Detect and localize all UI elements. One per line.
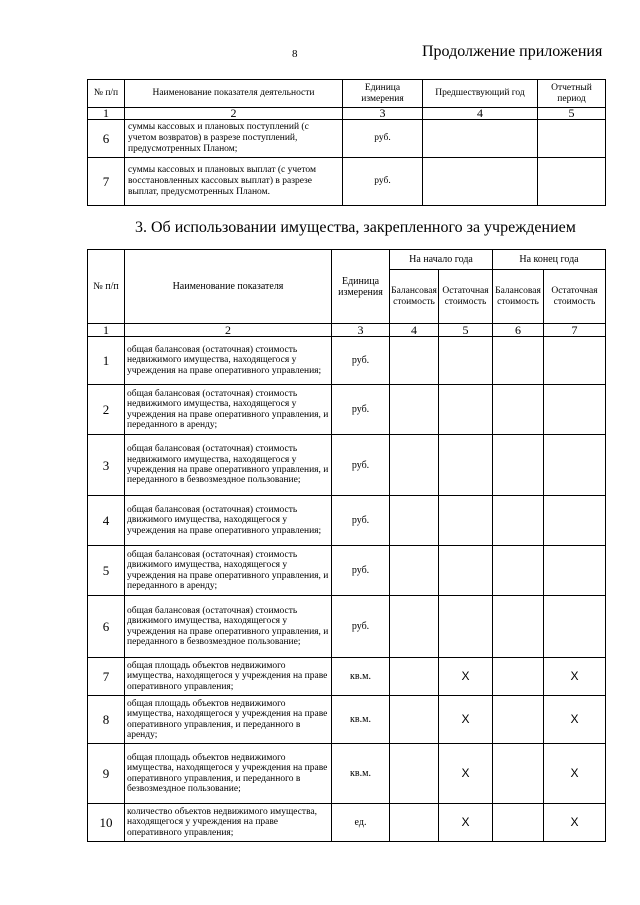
table-row xyxy=(88,337,606,385)
value-cell xyxy=(439,385,493,435)
value-cell xyxy=(493,744,544,804)
row-number: 7 xyxy=(88,658,125,696)
value-cell xyxy=(439,496,493,546)
value-cell xyxy=(544,435,606,496)
value-cell xyxy=(493,546,544,596)
row-unit: руб. xyxy=(332,385,390,435)
value-cell xyxy=(390,337,439,385)
table-header-row xyxy=(88,250,606,270)
row-number: 9 xyxy=(88,744,125,804)
header-no: № п/п xyxy=(88,250,125,324)
row-name: общая балансовая (остаточная) стоимость движимого имущества, находящегося у учреждения на праве оперативного управления; xyxy=(125,496,332,546)
table-row xyxy=(88,120,606,158)
index-cell: 2 xyxy=(125,108,343,120)
row-number: 4 xyxy=(88,496,125,546)
row-unit: кв.м. xyxy=(332,744,390,804)
table-row xyxy=(88,658,606,696)
row-number: 10 xyxy=(88,804,125,842)
index-cell: 7 xyxy=(544,324,606,337)
value-cell xyxy=(493,696,544,744)
row-name: общая балансовая (остаточная) стоимость недвижимого имущества, находящегося у учреждения на праве оперативного управления, и переданного в безвозмездное пользование; xyxy=(125,435,332,496)
value-cell xyxy=(439,596,493,658)
row-unit: руб. xyxy=(332,546,390,596)
table-row xyxy=(88,744,606,804)
table-row xyxy=(88,696,606,744)
row-unit: ед. xyxy=(332,804,390,842)
header-end-book-value: Балансовая стоимость xyxy=(493,270,544,324)
value-cell xyxy=(390,546,439,596)
value-cell xyxy=(423,158,538,206)
row-name: общая площадь объектов недвижимого имущества, находящегося у учреждения на праве оперативного управления, и переданного в аренду; xyxy=(125,696,332,744)
value-cell: X xyxy=(544,658,606,696)
row-number: 6 xyxy=(88,120,125,158)
value-cell xyxy=(493,804,544,842)
value-cell xyxy=(390,804,439,842)
header-unit: Единица измерения xyxy=(343,80,423,108)
header-end-residual-value: Остаточная стоимость xyxy=(544,270,606,324)
page-number: 8 xyxy=(292,48,298,60)
header-name: Наименование показателя деятельности xyxy=(125,80,343,108)
table-row xyxy=(88,804,606,842)
index-cell: 4 xyxy=(423,108,538,120)
table-header-row xyxy=(88,80,606,108)
value-cell xyxy=(493,337,544,385)
value-cell xyxy=(544,496,606,546)
header-prev-year: Предшествующий год xyxy=(423,80,538,108)
page-caption: Продолжение приложения xyxy=(422,43,603,60)
value-cell xyxy=(493,385,544,435)
value-cell: X xyxy=(439,696,493,744)
activity-table xyxy=(87,79,606,206)
row-unit: кв.м. xyxy=(332,658,390,696)
value-cell xyxy=(390,658,439,696)
header-start-residual-value: Остаточная стоимость xyxy=(439,270,493,324)
row-name: общая балансовая (остаточная) стоимость недвижимого имущества, находящегося у учреждения на праве оперативного управления, и переданного в аренду; xyxy=(125,385,332,435)
row-name: общая площадь объектов недвижимого имущества, находящегося у учреждения на праве оперативного управления; xyxy=(125,658,332,696)
row-unit: руб. xyxy=(343,120,423,158)
value-cell: X xyxy=(544,744,606,804)
index-row xyxy=(88,108,606,120)
header-end-year: На конец года xyxy=(493,250,606,270)
index-row xyxy=(88,324,606,337)
value-cell: X xyxy=(439,804,493,842)
row-number: 7 xyxy=(88,158,125,206)
row-number: 8 xyxy=(88,696,125,744)
value-cell xyxy=(538,120,606,158)
index-cell: 3 xyxy=(332,324,390,337)
header-unit: Единица измерения xyxy=(332,250,390,324)
row-name: общая балансовая (остаточная) стоимость движимого имущества, находящегося у учреждения на праве оперативного управления, и переданного в безвозмездное пользование; xyxy=(125,596,332,658)
index-cell: 1 xyxy=(88,324,125,337)
row-number: 1 xyxy=(88,337,125,385)
value-cell xyxy=(544,596,606,658)
value-cell xyxy=(439,337,493,385)
value-cell xyxy=(538,158,606,206)
header-name: Наименование показателя xyxy=(125,250,332,324)
header-start-book-value: Балансовая стоимость xyxy=(390,270,439,324)
header-no: № п/п xyxy=(88,80,125,108)
value-cell xyxy=(493,596,544,658)
value-cell xyxy=(439,546,493,596)
value-cell xyxy=(390,696,439,744)
row-unit: руб. xyxy=(343,158,423,206)
row-unit: руб. xyxy=(332,596,390,658)
value-cell xyxy=(390,435,439,496)
row-number: 2 xyxy=(88,385,125,435)
table-row xyxy=(88,546,606,596)
value-cell xyxy=(493,496,544,546)
index-cell: 3 xyxy=(343,108,423,120)
table-row xyxy=(88,158,606,206)
table-row xyxy=(88,385,606,435)
header-report-period: Отчетный период xyxy=(538,80,606,108)
value-cell xyxy=(390,496,439,546)
row-name: общая балансовая (остаточная) стоимость недвижимого имущества, находящегося у учреждения на праве оперативного управления; xyxy=(125,337,332,385)
value-cell: X xyxy=(439,744,493,804)
value-cell xyxy=(493,435,544,496)
value-cell xyxy=(544,337,606,385)
value-cell xyxy=(390,744,439,804)
row-name: суммы кассовых и плановых поступлений (с учетом возвратов) в разрезе поступлений, предусмотренных Планом; xyxy=(125,120,343,158)
index-cell: 6 xyxy=(493,324,544,337)
value-cell: X xyxy=(544,804,606,842)
value-cell xyxy=(390,596,439,658)
value-cell xyxy=(544,385,606,435)
value-cell xyxy=(390,385,439,435)
row-name: суммы кассовых и плановых выплат (с учетом восстановленных кассовых выплат) в разрезе выплат, предусмотренных Планом. xyxy=(125,158,343,206)
row-number: 3 xyxy=(88,435,125,496)
row-number: 6 xyxy=(88,596,125,658)
table-row xyxy=(88,596,606,658)
row-number: 5 xyxy=(88,546,125,596)
row-unit: кв.м. xyxy=(332,696,390,744)
index-cell: 2 xyxy=(125,324,332,337)
value-cell xyxy=(493,658,544,696)
index-cell: 5 xyxy=(538,108,606,120)
row-unit: руб. xyxy=(332,496,390,546)
header-start-year: На начало года xyxy=(390,250,493,270)
row-name: количество объектов недвижимого имущества, находящегося у учреждения на праве оперативного управления; xyxy=(125,804,332,842)
section-title: 3. Об использовании имущества, закрепленного за учреждением xyxy=(135,219,576,236)
value-cell xyxy=(423,120,538,158)
row-name: общая балансовая (остаточная) стоимость движимого имущества, находящегося у учреждения на праве оперативного управления, и переданного в аренду; xyxy=(125,546,332,596)
value-cell: X xyxy=(439,658,493,696)
value-cell xyxy=(439,435,493,496)
table-row xyxy=(88,435,606,496)
index-cell: 4 xyxy=(390,324,439,337)
value-cell xyxy=(544,546,606,596)
row-name: общая площадь объектов недвижимого имущества, находящегося у учреждения на праве оперативного управления, и переданного в безвозмездное пользование; xyxy=(125,744,332,804)
index-cell: 1 xyxy=(88,108,125,120)
index-cell: 5 xyxy=(439,324,493,337)
property-table xyxy=(87,249,606,842)
value-cell: X xyxy=(544,696,606,744)
row-unit: руб. xyxy=(332,337,390,385)
row-unit: руб. xyxy=(332,435,390,496)
table-row xyxy=(88,496,606,546)
